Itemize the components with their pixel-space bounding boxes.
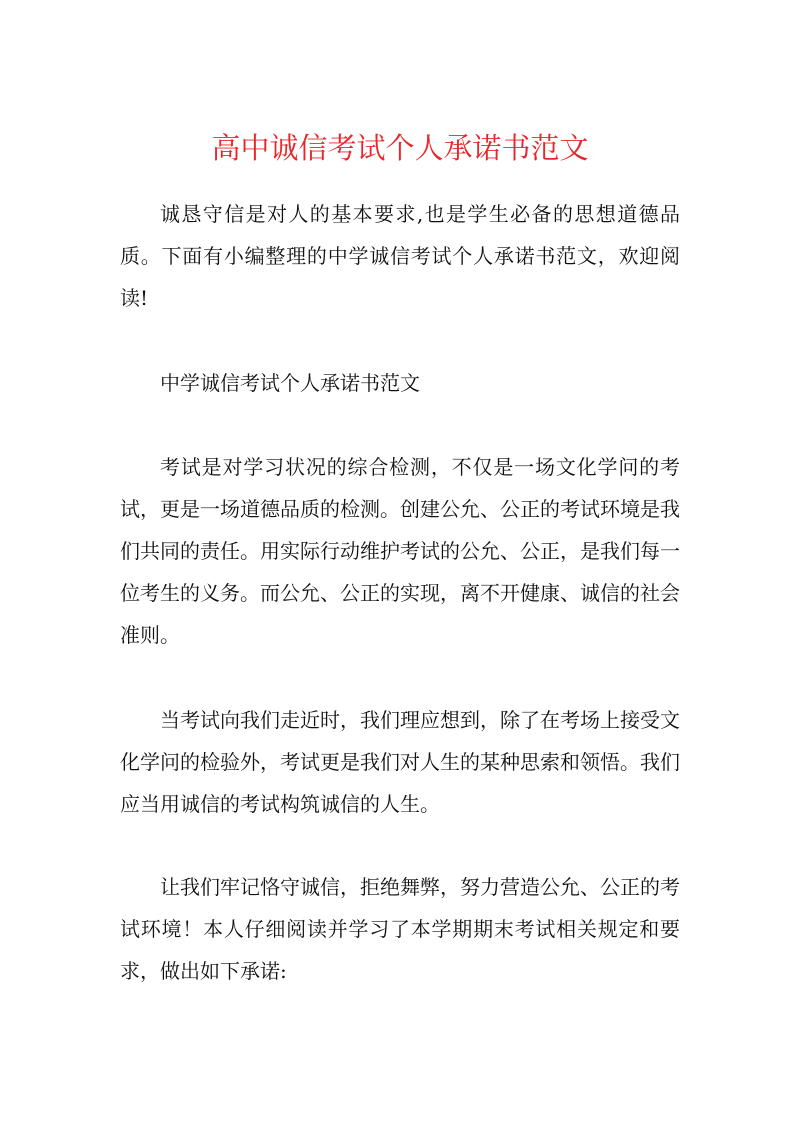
section-heading: 中学诚信考试个人承诺书范文 [160, 371, 420, 395]
body-paragraph-2: 当考试向我们走近时，我们理应想到，除了在考场上接受文化学问的检验外，考试更是我们对人生的某种思索和领悟。我们应当用诚信的考试构筑诚信的人生。 [120, 708, 680, 816]
body-paragraph-3: 让我们牢记恪守诚信，拒绝舞弊，努力营造公允、公正的考试环境！本人仔细阅读并学习了本学期期末考试相关规定和要求，做出如下承诺: [120, 875, 680, 983]
body-paragraph-1: 考试是对学习状况的综合检测，不仅是一场文化学问的考试，更是一场道德品质的检测。创建公允、公正的考试环境是我们共同的责任。用实际行动维护考试的公允、公正，是我们每一位考生的义务。而公允、公正的实现，离不开健康、诚信的社会准则。 [120, 455, 680, 647]
document-title: 高中诚信考试个人承诺书范文 [211, 131, 589, 165]
intro-paragraph: 诚恳守信是对人的基本要求,也是学生必备的思想道德品质。下面有小编整理的中学诚信考试个人承诺书范文，欢迎阅读! [120, 202, 680, 310]
